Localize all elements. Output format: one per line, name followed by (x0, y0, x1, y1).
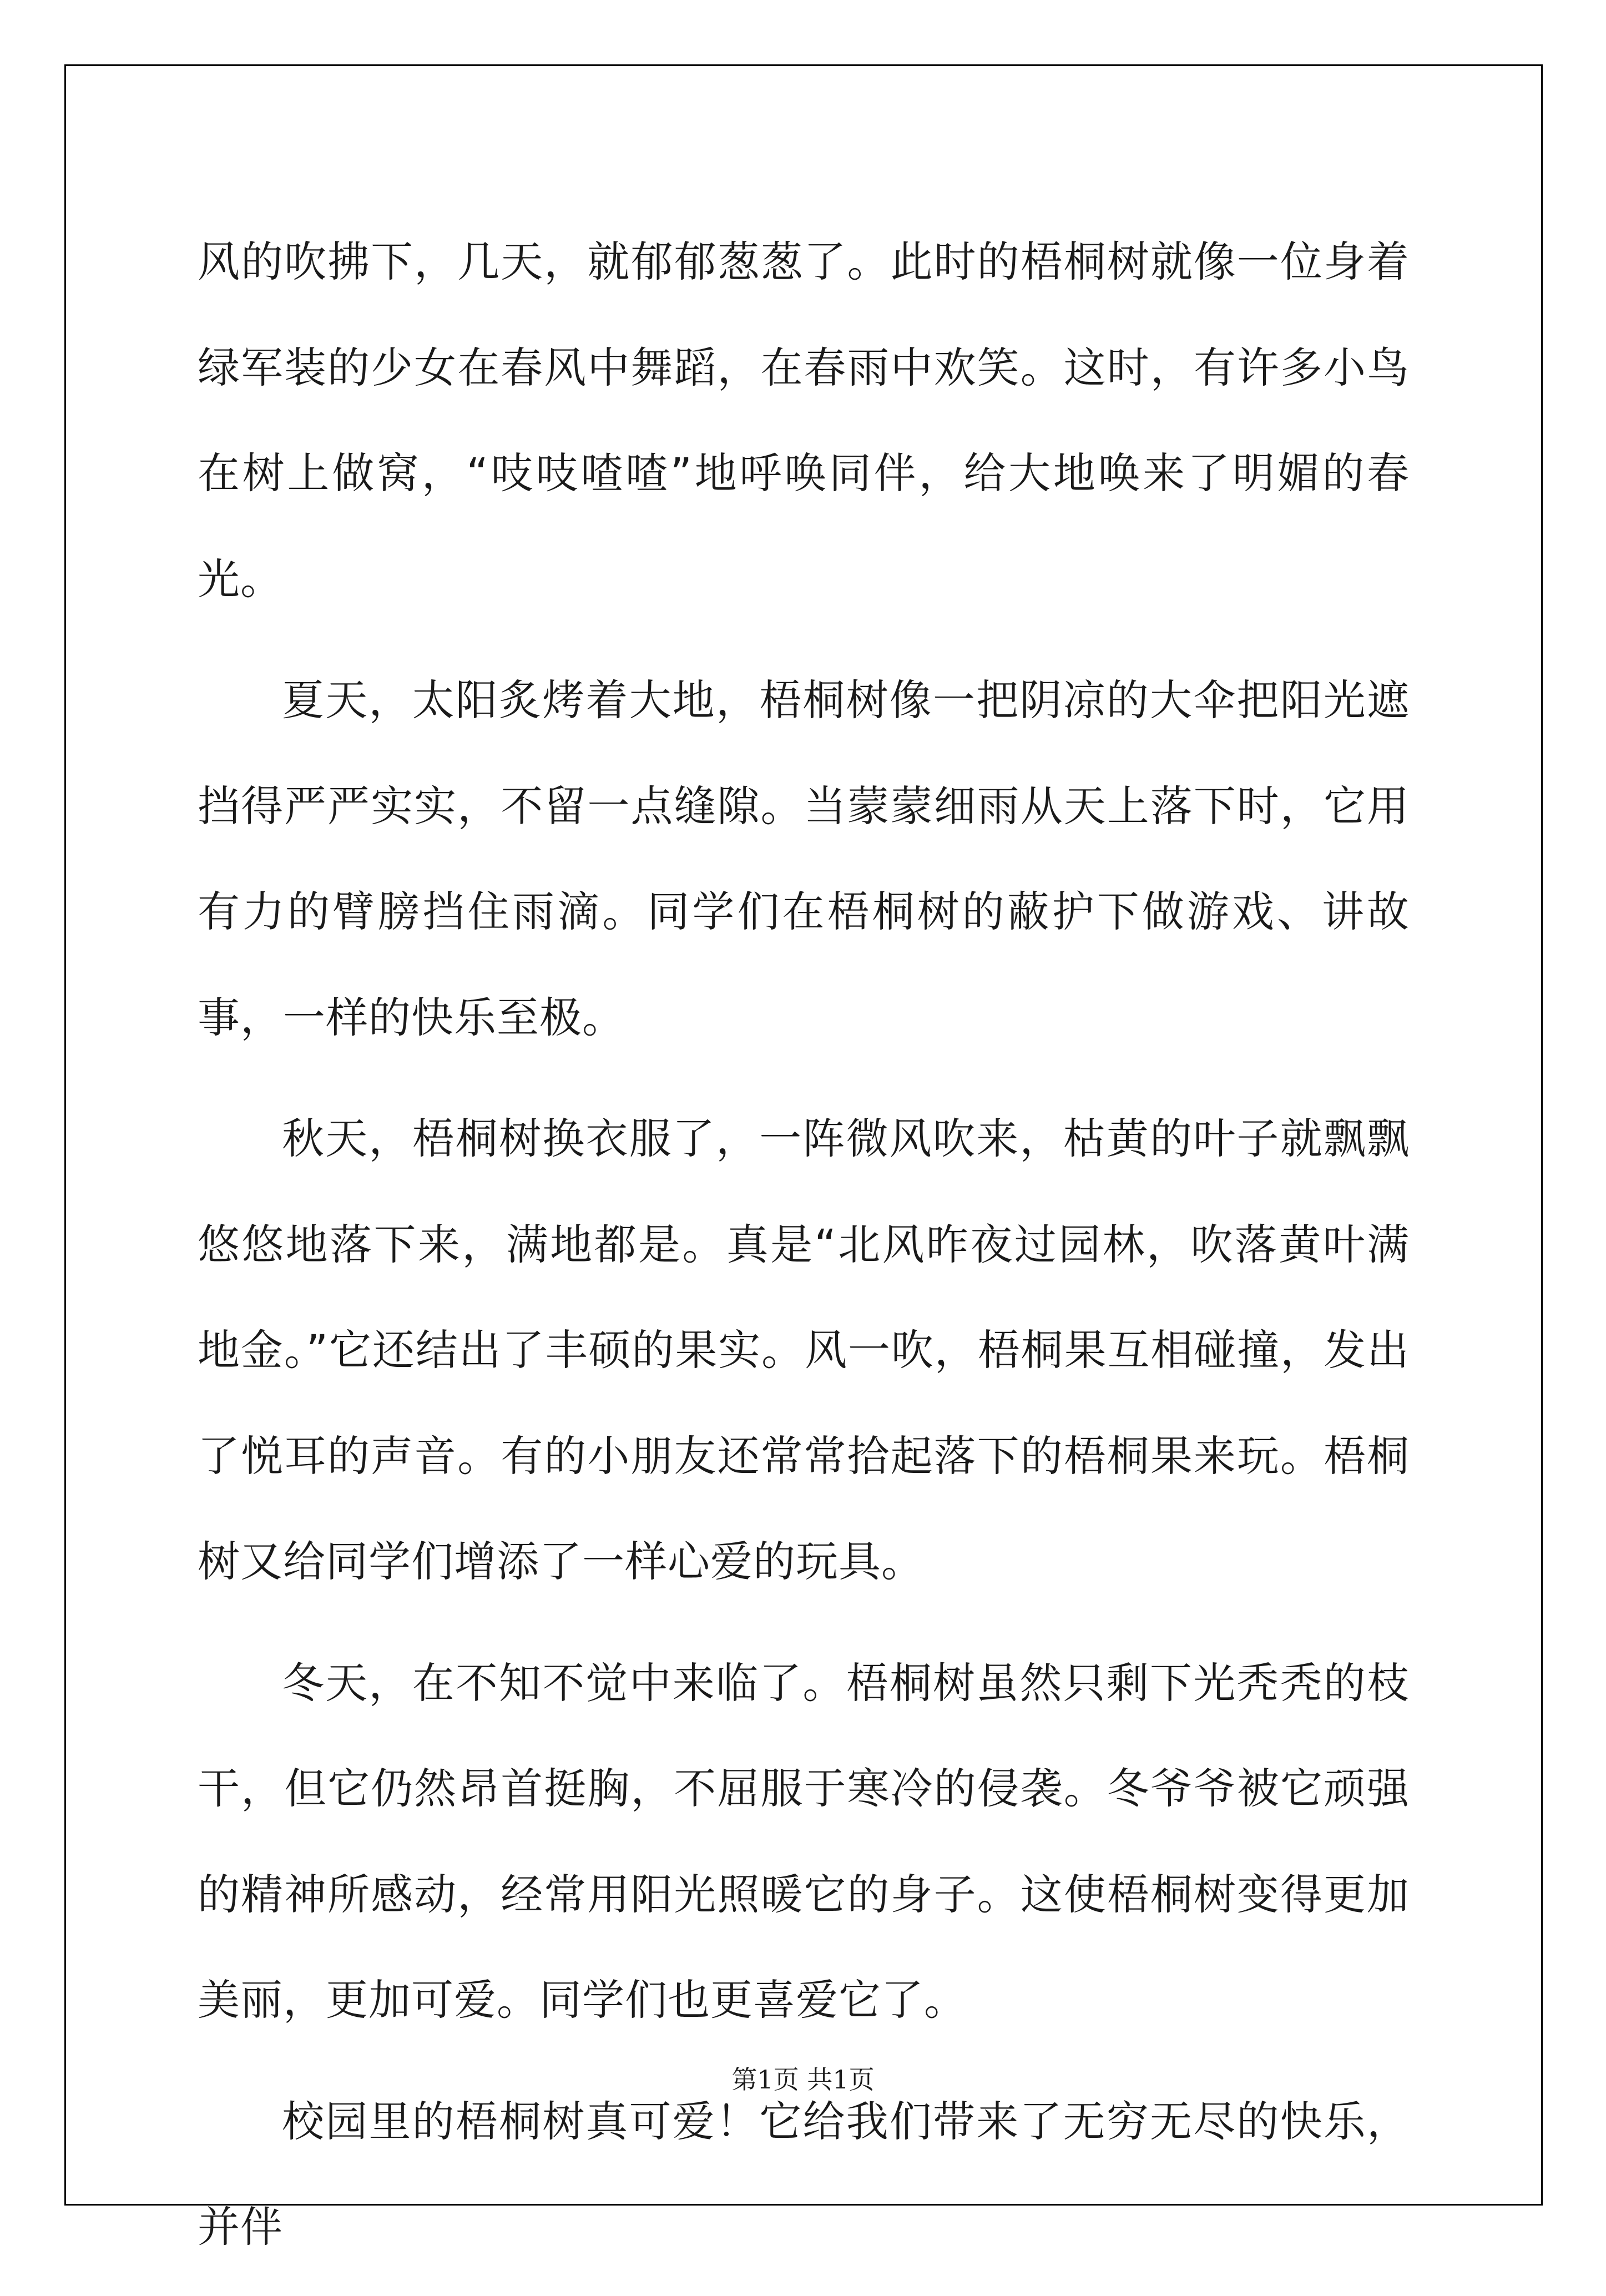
page-number-footer: 第1页 共1页 (731, 2065, 875, 2095)
paragraph-conclusion: 校园里的梧桐树真可爱！它给我们带来了无穷无尽的快乐，并伴 (198, 2096, 1410, 2252)
paragraph-winter: 冬天，在不知不觉中来临了。梧桐树虽然只剩下光秃秃的枝干，但它仍然昂首挺胸，不屈服于寒冷的侵袭。冬爷爷被它顽强的精神所感动，经常用阳光照暖它的身子。这使梧桐树变得更加美丽，更加可爱。同学们也更喜爱它了。 (198, 1658, 1410, 2025)
paragraph-summer: 夏天，太阳炙烤着大地，梧桐树像一把阴凉的大伞把阳光遮挡得严严实实，不留一点缝隙。当蒙蒙细雨从天上落下时，它用有力的臂膀挡住雨滴。同学们在梧桐树的蔽护下做游戏、讲故事，一样的快乐至极。 (198, 675, 1410, 1042)
paragraph-spring-continued: 风的吹拂下，几天，就郁郁葱葱了。此时的梧桐树就像一位身着绿军装的少女在春风中舞蹈，在春雨中欢笑。这时，有许多小鸟在树上做窝，“吱吱喳喳”地呼唤同伴，给大地唤来了明媚的春光。 (198, 237, 1410, 604)
paragraph-autumn: 秋天，梧桐树换衣服了，一阵微风吹来，枯黄的叶子就飘飘悠悠地落下来，满地都是。真是“北风昨夜过园林，吹落黄叶满地金。”它还结出了丰硕的果实。风一吹，梧桐果互相碰撞，发出了悦耳的声音。有的小朋友还常常拾起落下的梧桐果来玩。梧桐树又给同学们增添了一样心爱的玩具。 (198, 1114, 1410, 1586)
document-body (198, 209, 1410, 2296)
